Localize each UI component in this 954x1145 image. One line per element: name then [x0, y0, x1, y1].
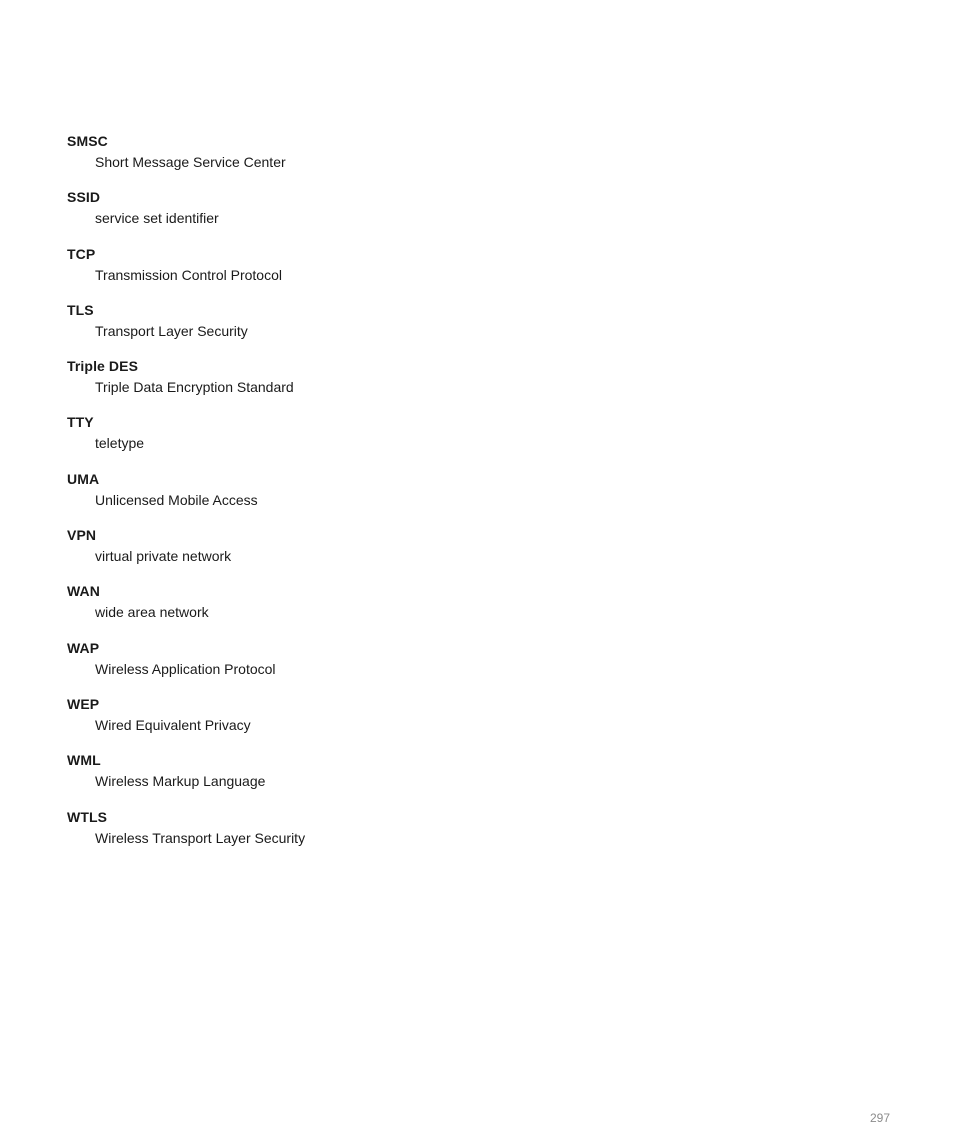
- glossary-term: WML: [67, 752, 101, 769]
- glossary-term: Triple DES: [67, 358, 139, 375]
- glossary-entry-wep: [67, 695, 767, 751]
- glossary-entry-tls: [67, 301, 767, 357]
- glossary-definition: Transmission Control Protocol: [95, 266, 282, 283]
- glossary-entry-wan: [67, 582, 767, 638]
- glossary-definition: Transport Layer Security: [95, 322, 248, 339]
- glossary-definition: Wireless Transport Layer Security: [95, 829, 306, 846]
- glossary-entry-uma: [67, 470, 767, 526]
- glossary-term: TCP: [67, 245, 96, 262]
- glossary-term: WTLS: [67, 808, 108, 825]
- glossary-term: TTY: [67, 414, 94, 431]
- page-number: 297: [869, 1111, 890, 1125]
- glossary-definition: Triple Data Encryption Standard: [95, 379, 294, 396]
- glossary-definition: virtual private network: [95, 548, 232, 565]
- glossary-definition: Wireless Application Protocol: [95, 660, 276, 677]
- glossary-term: SMSC: [67, 133, 108, 149]
- glossary-term: TLS: [67, 301, 94, 318]
- glossary-entry-ssid: [67, 188, 767, 244]
- glossary-term: SSID: [67, 189, 101, 206]
- glossary-entry-wml: [67, 751, 767, 807]
- glossary-definition: Short Message Service Center: [95, 154, 286, 170]
- glossary-definition: service set identifier: [95, 210, 219, 227]
- glossary-entry-tcp: [67, 245, 767, 301]
- glossary-term: WAN: [67, 583, 100, 600]
- glossary-term: WAP: [67, 639, 100, 656]
- glossary-term: WEP: [67, 695, 100, 712]
- glossary-definition: teletype: [95, 435, 145, 452]
- glossary-entry-wap: [67, 639, 767, 695]
- glossary-definition: Wired Equivalent Privacy: [95, 716, 251, 733]
- glossary-definition: wide area network: [95, 604, 209, 621]
- glossary-entry-tty: [67, 413, 767, 469]
- glossary-term: VPN: [67, 527, 97, 544]
- glossary-entry-smsc: [67, 132, 767, 188]
- glossary-term: UMA: [67, 470, 100, 487]
- glossary-entry-wtls: [67, 808, 767, 864]
- glossary-entry-triple-des: [67, 357, 767, 413]
- glossary-list: [67, 132, 767, 864]
- glossary-definition: Wireless Markup Language: [95, 773, 266, 790]
- glossary-definition: Unlicensed Mobile Access: [95, 491, 258, 508]
- glossary-entry-vpn: [67, 526, 767, 582]
